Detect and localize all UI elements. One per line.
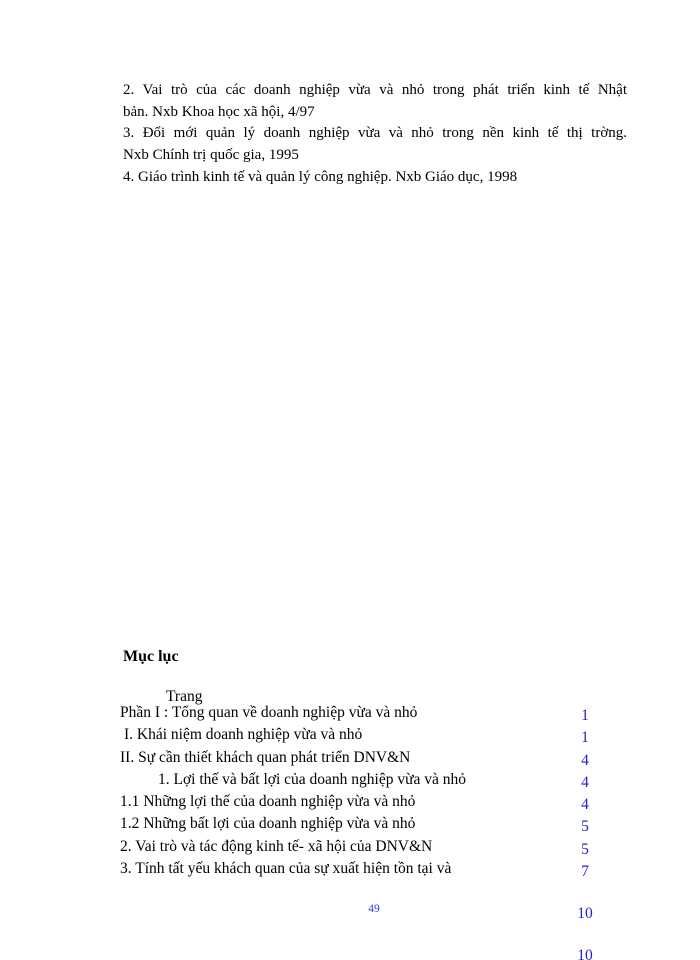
toc-page-number-link[interactable]: 7: [581, 863, 589, 881]
toc-page-number-link[interactable]: 1: [581, 707, 589, 724]
toc-column-header: Trang: [166, 688, 203, 705]
references-list: [123, 80, 627, 189]
toc-page-number-link[interactable]: 4: [581, 796, 589, 814]
toc-entry-label: 1. Lợi thế và bất lợi của doanh nghiệp vừa và nhỏ: [158, 770, 467, 788]
toc-page-number-link[interactable]: 10: [577, 905, 593, 923]
toc-entry-label: II. Sự cần thiết khách quan phát triển DNV&N: [120, 748, 411, 766]
toc-page-number-link[interactable]: 10: [577, 946, 593, 960]
toc-page-number-link[interactable]: 5: [581, 840, 589, 858]
toc-row: [120, 749, 600, 771]
toc-page-number-link[interactable]: 4: [581, 773, 589, 791]
reference-line: 3. Đổi mới quản lý doanh nghiệp vừa và nhỏ trong nền kinh tế thị trờng.: [123, 125, 627, 142]
toc-list: [120, 704, 600, 960]
toc-row: [120, 793, 600, 815]
reference-line: bản. Nxb Khoa học xã hội, 4/97: [123, 103, 315, 120]
toc-row: [120, 838, 600, 860]
page-footer-number: 49: [368, 903, 380, 915]
toc-entry-label: 1.2 Những bất lợi của doanh nghiệp vừa và nhỏ: [120, 815, 416, 833]
reference-line: Nxb Chính trị quốc gia, 1995: [123, 147, 299, 164]
toc-entry-label: Phần I : Tổng quan về doanh nghiệp vừa và nhỏ: [120, 704, 418, 721]
toc-page-number-link[interactable]: 4: [581, 751, 589, 769]
toc-entry-label: I. Khái niệm doanh nghiệp vừa và nhỏ: [124, 726, 363, 744]
toc-heading: Mục lục: [123, 648, 179, 665]
toc-page-number-link[interactable]: 5: [581, 818, 589, 836]
toc-entry-label: 2. Vai trò và tác động kinh tế- xã hội của DNV&N: [120, 837, 433, 855]
toc-row: [120, 860, 600, 882]
toc-page-number-link[interactable]: 1: [581, 729, 589, 747]
reference-line: 4. Giáo trình kinh tế và quản lý công nghiệp. Nxb Giáo dục, 1998: [123, 168, 518, 185]
toc-row: [120, 704, 600, 726]
toc-row: [120, 815, 600, 837]
toc-row: [120, 771, 600, 793]
toc-row: [120, 944, 600, 960]
toc-entry-label: 3. Tính tất yếu khách quan của sự xuất hiện tồn tại và: [120, 860, 452, 878]
reference-line: 2. Vai trò của các doanh nghiệp vừa và nhỏ trong phát triển kinh tế Nhật: [123, 82, 627, 98]
toc-row: [120, 726, 600, 748]
toc-entry-label: 1.1 Những lợi thế của doanh nghiệp vừa và nhỏ: [120, 793, 416, 811]
